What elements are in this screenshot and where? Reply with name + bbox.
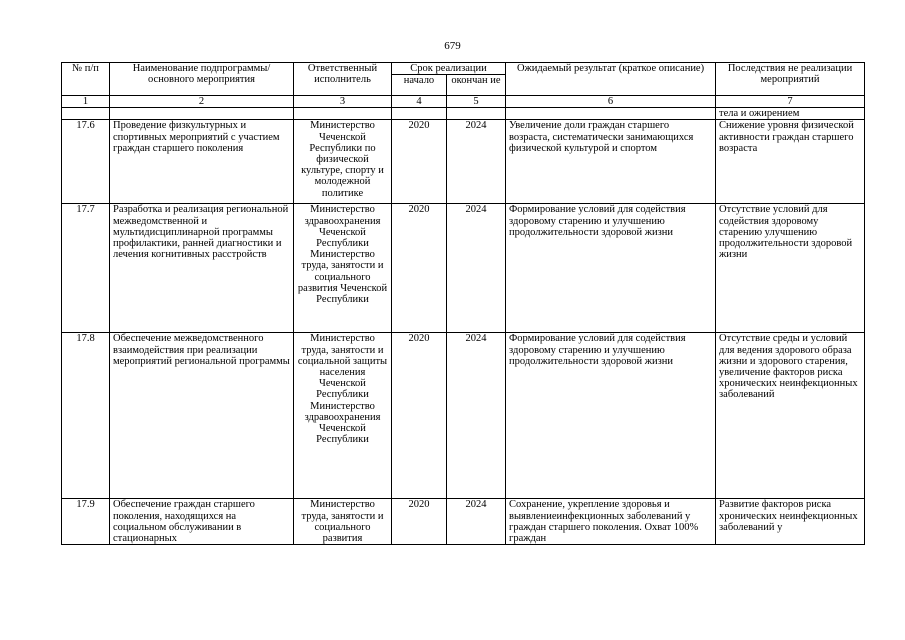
- column-number: 7: [716, 96, 865, 108]
- header-name: Наименование подпрограммы/ основного мероприятия: [110, 63, 294, 96]
- row-result: Формирование условий для содействия здоровому старению и улучшению продолжительности здоровой жизни: [506, 333, 716, 499]
- header-num: № п/п: [62, 63, 110, 96]
- row-name: Обеспечение граждан старшего поколения, находящихся на социальном обслуживании в стационарных: [110, 499, 294, 545]
- column-number-row: [62, 96, 865, 108]
- row-end: 2024: [447, 120, 506, 204]
- row-start: 2020: [392, 333, 447, 499]
- table-row: [62, 204, 865, 333]
- row-start: 2020: [392, 499, 447, 545]
- column-number: 4: [392, 96, 447, 108]
- header-row: [62, 63, 865, 75]
- row-result: Формирование условий для содействия здоровому старению и улучшению продолжительности здоровой жизни: [506, 204, 716, 333]
- header-executor: Ответственный исполнитель: [294, 63, 392, 96]
- row-num: 17.6: [62, 120, 110, 204]
- header-start: начало: [392, 75, 447, 96]
- row-name: Разработка и реализация региональной межведомственной и мультидисциплинарной программы профилактики, ранней диагностики и лечения когнитивных расстройств: [110, 204, 294, 333]
- table-row: [62, 499, 865, 545]
- row-consequences: Отсутствие среды и условий для ведения здорового образа жизни и здорового старения, увеличение факторов риска хронических неинфекционных заболеваний: [716, 333, 865, 499]
- row-num: 17.8: [62, 333, 110, 499]
- column-number: 5: [447, 96, 506, 108]
- row-consequences: Развитие факторов риска хронических неинфекционных заболеваний у: [716, 499, 865, 545]
- column-number: 2: [110, 96, 294, 108]
- row-result: Сохранение, укрепление здоровья и выявлениеинфекционных заболеваний у граждан старшего поколения. Охват 100% граждан: [506, 499, 716, 545]
- row-start: 2020: [392, 120, 447, 204]
- column-number: 3: [294, 96, 392, 108]
- row-end: 2024: [447, 499, 506, 545]
- row-consequences: Отсутствие условий для содействия здоровому старению улучшению продолжительности здоровой жизни: [716, 204, 865, 333]
- row-executor: Министерство Чеченской Республики по физической культуре, спорту и молодежной политике: [294, 120, 392, 204]
- column-number: 6: [506, 96, 716, 108]
- row-result: Увеличение доли граждан старшего возраста, систематически занимающихся физической культурой и спортом: [506, 120, 716, 204]
- column-number: 1: [62, 96, 110, 108]
- row-consequences: Снижение уровня физической активности граждан старшего возраста: [716, 120, 865, 204]
- row-start: 2020: [392, 204, 447, 333]
- row-end: 2024: [447, 204, 506, 333]
- header-end: окончан ие: [447, 75, 506, 96]
- row-num: 17.7: [62, 204, 110, 333]
- row-name: Проведение физкультурных и спортивных мероприятий с участием граждан старшего поколения: [110, 120, 294, 204]
- table-row: [62, 120, 865, 204]
- table-row: [62, 333, 865, 499]
- continuation-text: тела и ожирением: [716, 108, 865, 120]
- header-result: Ожидаемый результат (краткое описание): [506, 63, 716, 96]
- row-end: 2024: [447, 333, 506, 499]
- row-executor: Министерство труда, занятости и социальной защиты населения Чеченской Республики Министерство здравоохранения Чеченской Республики: [294, 333, 392, 499]
- page-number: 679: [444, 40, 461, 52]
- header-consequences: Последствия не реализации мероприятий: [716, 63, 865, 96]
- continuation-row: [62, 108, 865, 120]
- program-table: [61, 62, 865, 545]
- row-executor: Министерство труда, занятости и социального развития: [294, 499, 392, 545]
- header-period: Срок реализации: [392, 63, 506, 75]
- row-num: 17.9: [62, 499, 110, 545]
- row-executor: Министерство здравоохранения Чеченской Республики Министерство труда, занятости и социального развития Чеченской Республики: [294, 204, 392, 333]
- row-name: Обеспечение межведомственного взаимодействия при реализации мероприятий региональной программы: [110, 333, 294, 499]
